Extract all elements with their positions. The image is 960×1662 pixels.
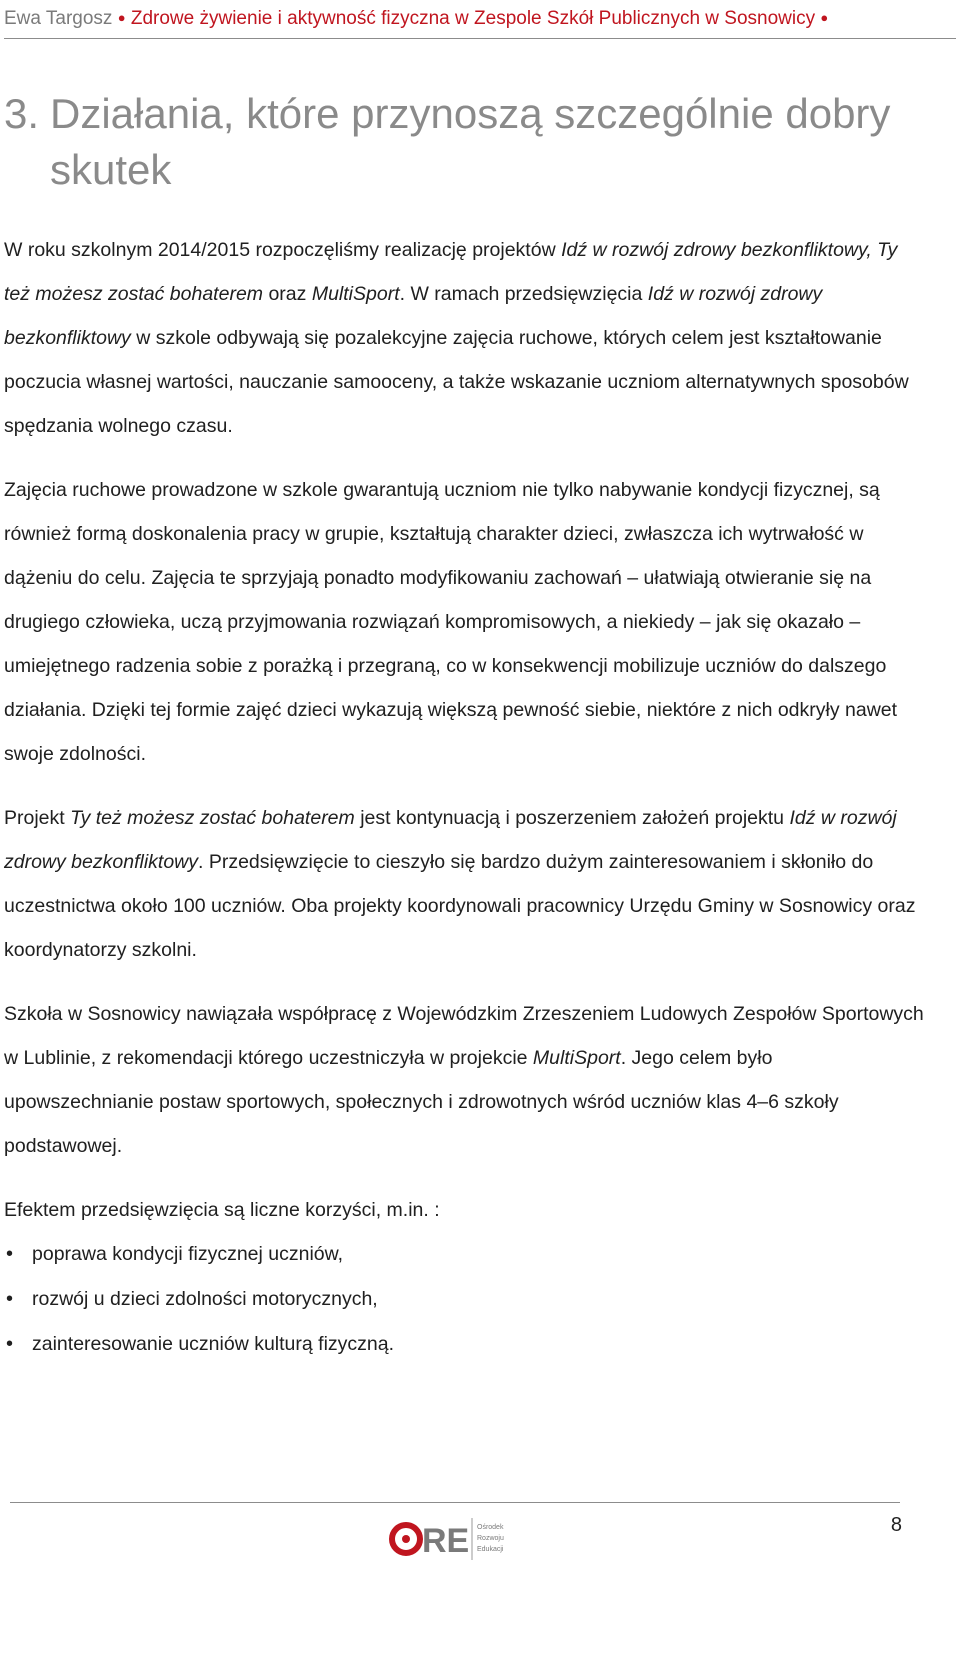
p1-multisport: MultiSport — [311, 283, 400, 305]
p1-text-g: w szkole odbywają się pozalekcyjne zajęcia ruchowe, których celem jest kształtowanie poczucia własnej wartości, nauczanie samooceny, a także wskazanie uczniom alternatywnych sposobów spędzania wolnego czasu. — [4, 327, 909, 437]
list-item-text: zainteresowanie uczniów kulturą fizyczną. — [32, 1333, 395, 1355]
chapter-number: 3. — [4, 90, 40, 137]
header-end-dot: ● — [820, 10, 829, 25]
p3-text-a: Projekt — [4, 807, 71, 829]
p3-project-name-2: Idź w rozwój zdrowy bezkonfliktowy — [4, 807, 897, 873]
chapter-title — [4, 86, 904, 198]
list-item — [4, 1232, 924, 1277]
p1-text-e: . W ramach przedsięwzięcia — [399, 283, 648, 305]
list-item-text: rozwój u dzieci zdolności motorycznych, — [32, 1288, 378, 1310]
paragraph-4 — [4, 992, 924, 1168]
p1-text-a: W roku szkolnym 2014/2015 rozpoczęliśmy realizację projektów — [4, 239, 562, 261]
p1-project-name: Idź w rozwój zdrowy bezkonfliktowy — [4, 283, 823, 349]
p3-text-c: jest kontynuacją i poszerzeniem założeń projektu — [354, 807, 790, 829]
svg-text:Rozwoju: Rozwoju — [477, 1535, 504, 1542]
chapter-title-line1: Działania, które przynoszą szczególnie dobry — [50, 90, 891, 137]
list-item — [4, 1277, 924, 1322]
p1-project-names: Idź w rozwój zdrowy bezkonfliktowy, Ty też możesz zostać bohaterem — [4, 239, 898, 305]
svg-text:Edukacji: Edukacji — [477, 1546, 504, 1553]
p4-multisport: MultiSport — [532, 1047, 621, 1069]
benefits-list — [4, 1232, 924, 1367]
list-item-text: poprawa kondycji fizycznej uczniów, — [32, 1243, 344, 1265]
chapter-title-line2: skutek — [50, 146, 172, 193]
paragraph-1 — [4, 228, 924, 448]
paragraph-5: Efektem przedsięwzięcia są liczne korzyści, m.in. : — [4, 1199, 440, 1221]
bullet-icon: • — [6, 1288, 14, 1310]
main-content — [4, 228, 924, 1367]
paragraph-2: Zajęcia ruchowe prowadzone w szkole gwarantują uczniom nie tylko nabywanie kondycji fizycznej, są również formą doskonalenia pracy w grupie, kształtują charakter dzieci, zwłaszcza ich wytrwałość w dążeniu do celu. Zajęcia te sprzyjają ponadto modyfikowaniu zachowań – ułatwiają otwieranie się na drugiego człowieka, uczą przyjmowania rozwiązań kompromisowych, a niekiedy – jak się okazało – umiejętnego radzenia sobie z porażką i przegraną, co w konsekwencji mobilizuje uczniów do dalszego działania. Dzięki tej formie zajęć dzieci wykazują większą pewność siebie, niektóre z nich odkryły nawet swoje zdolności. — [4, 479, 898, 765]
paragraph-3 — [4, 796, 924, 972]
ore-logo-letters: RE — [422, 1522, 470, 1560]
header-separator-dot: ● — [117, 10, 126, 25]
p1-text-c: oraz — [263, 283, 312, 305]
p3-project-name-1: Ty też możesz zostać bohaterem — [70, 807, 355, 829]
list-item — [4, 1322, 924, 1367]
svg-text:Ośrodek: Ośrodek — [477, 1524, 504, 1531]
bullet-icon: • — [6, 1333, 14, 1355]
header-author: Ewa Targosz — [4, 8, 113, 29]
running-header — [4, 4, 956, 39]
header-title: Zdrowe żywienie i aktywność fizyczna w Zespole Szkół Publicznych w Sosnowicy — [130, 8, 816, 29]
bullet-icon: • — [6, 1243, 14, 1265]
p4-text-c: . Jego celem było upowszechnianie postaw sportowych, społecznych i zdrowotnych wśród uczniów klas 4–6 szkoły podstawowej. — [4, 1047, 839, 1157]
ore-logo — [388, 1512, 528, 1566]
footer-divider — [10, 1502, 900, 1503]
p3-text-e: . Przedsięwzięcie to cieszyło się bardzo dużym zainteresowaniem i skłoniło do uczestnictwa około 100 uczniów. Oba projekty koordynowali pracownicy Urzędu Gminy w Sosnowicy oraz koordynatorzy szkolni. — [4, 851, 916, 961]
p4-text-a: Szkoła w Sosnowicy nawiązała współpracę z Wojewódzkim Zrzeszeniem Ludowych Zespołów Sportowych w Lublinie, z rekomendacji którego uczestniczyła w projekcie — [4, 1003, 924, 1069]
page-number: 8 — [890, 1514, 902, 1536]
